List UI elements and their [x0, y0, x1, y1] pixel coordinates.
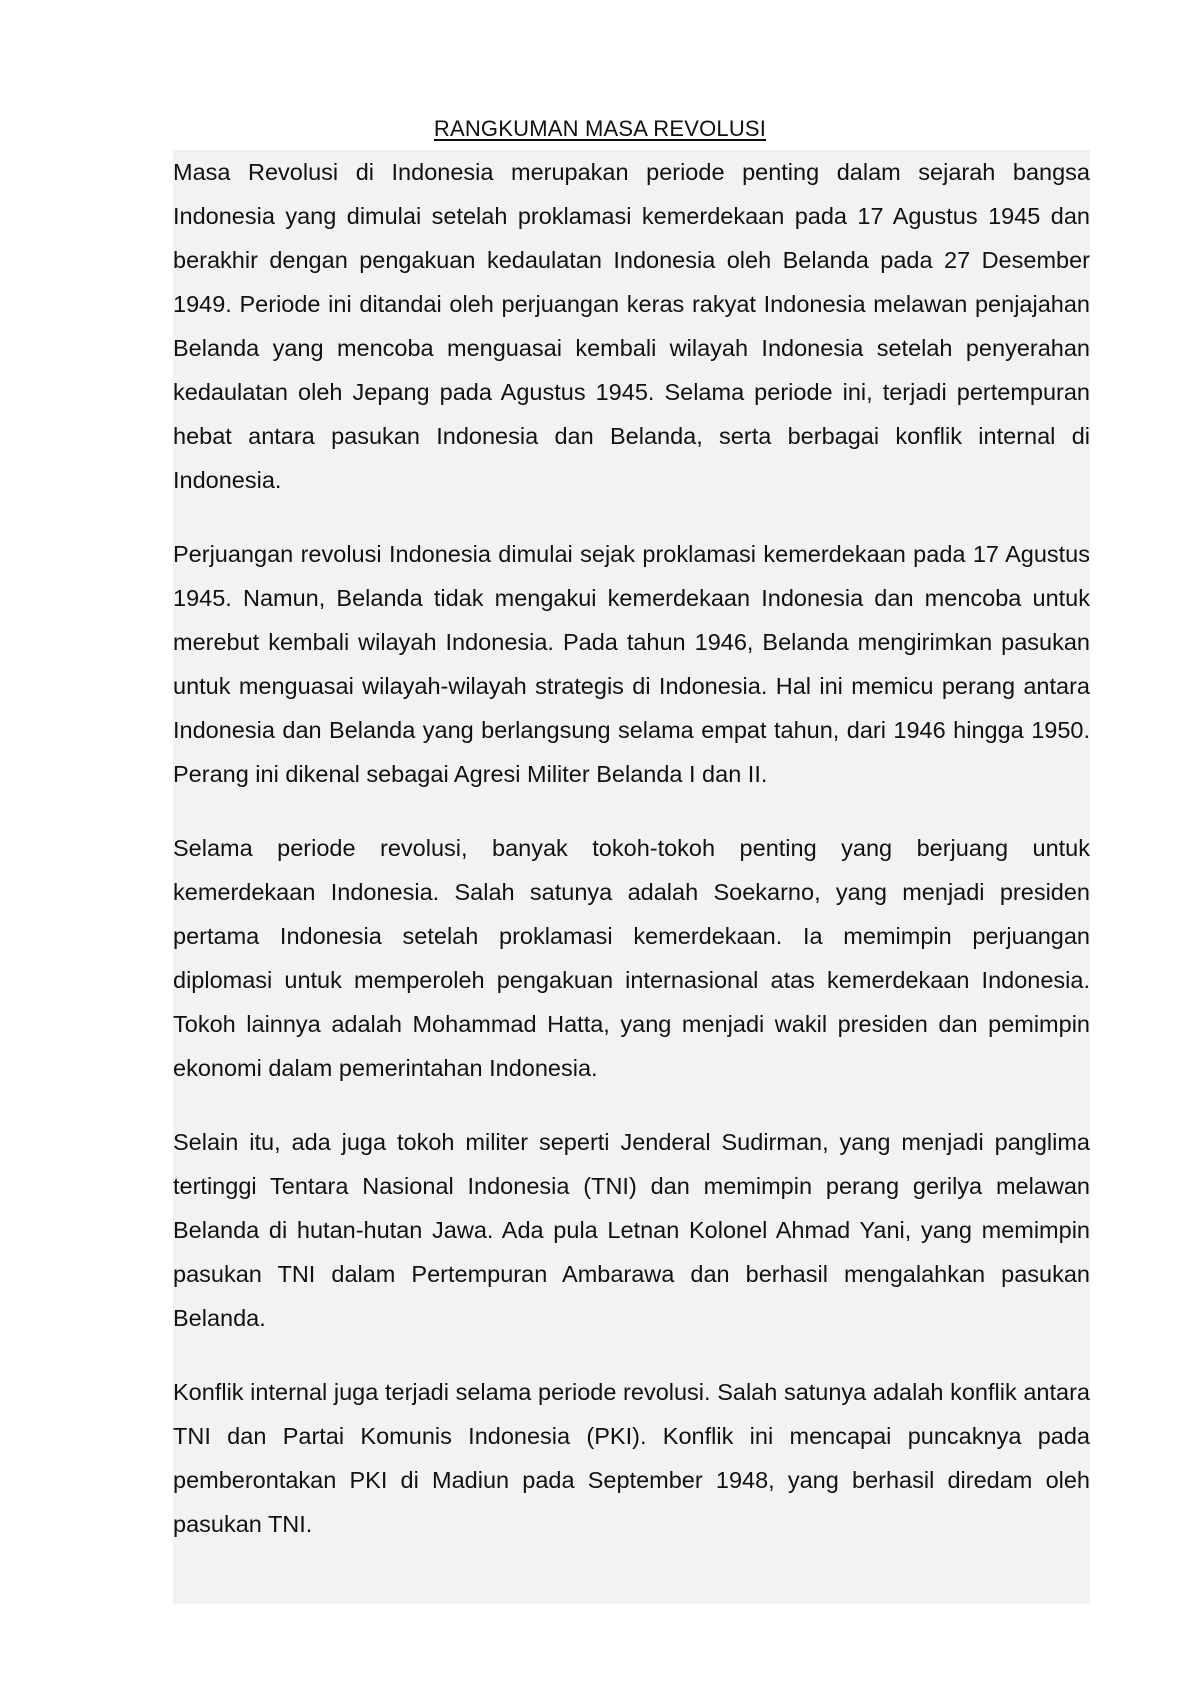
paragraph-4: Selain itu, ada juga tokoh militer seperti Jenderal Sudirman, yang menjadi panglima tertinggi Tentara Nasional Indonesia (TNI) dan memimpin perang gerilya melawan Belanda di hutan-hutan Jawa. Ada pula Letnan Kolonel Ahmad Yani, yang memimpin pasukan TNI dalam Pertempuran Ambarawa dan berhasil mengalahkan pasukan Belanda.	[173, 1120, 1090, 1340]
document-tail-spacer	[173, 1546, 1090, 1604]
paragraph-spacer	[173, 796, 1090, 826]
paragraph-spacer	[173, 1090, 1090, 1120]
paragraph-1: Masa Revolusi di Indonesia merupakan periode penting dalam sejarah bangsa Indonesia yang dimulai setelah proklamasi kemerdekaan pada 17 Agustus 1945 dan berakhir dengan pengakuan kedaulatan Indonesia oleh Belanda pada 27 Desember 1949. Periode ini ditandai oleh perjuangan keras rakyat Indonesia melawan penjajahan Belanda yang mencoba menguasai kembali wilayah Indonesia setelah penyerahan kedaulatan oleh Jepang pada Agustus 1945. Selama periode ini, terjadi pertempuran hebat antara pasukan Indonesia dan Belanda, serta berbagai konflik internal di Indonesia.	[173, 150, 1090, 502]
paragraph-spacer	[173, 502, 1090, 532]
document-body	[173, 150, 1090, 1604]
document-title: RANGKUMAN MASA REVOLUSI	[433, 116, 767, 141]
paragraph-3: Selama periode revolusi, banyak tokoh-tokoh penting yang berjuang untuk kemerdekaan Indonesia. Salah satunya adalah Soekarno, yang menjadi presiden pertama Indonesia setelah proklamasi kemerdekaan. Ia memimpin perjuangan diplomasi untuk memperoleh pengakuan internasional atas kemerdekaan Indonesia. Tokoh lainnya adalah Mohammad Hatta, yang menjadi wakil presiden dan pemimpin ekonomi dalam pemerintahan Indonesia.	[173, 826, 1090, 1090]
paragraph-spacer	[173, 1340, 1090, 1370]
paragraph-5: Konflik internal juga terjadi selama periode revolusi. Salah satunya adalah konflik antara TNI dan Partai Komunis Indonesia (PKI). Konflik ini mencapai puncaknya pada pemberontakan PKI di Madiun pada September 1948, yang berhasil diredam oleh pasukan TNI.	[173, 1370, 1090, 1546]
paragraph-2: Perjuangan revolusi Indonesia dimulai sejak proklamasi kemerdekaan pada 17 Agustus 1945. Namun, Belanda tidak mengakui kemerdekaan Indonesia dan mencoba untuk merebut kembali wilayah Indonesia. Pada tahun 1946, Belanda mengirimkan pasukan untuk menguasai wilayah-wilayah strategis di Indonesia. Hal ini memicu perang antara Indonesia dan Belanda yang berlangsung selama empat tahun, dari 1946 hingga 1950. Perang ini dikenal sebagai Agresi Militer Belanda I dan II.	[173, 532, 1090, 796]
